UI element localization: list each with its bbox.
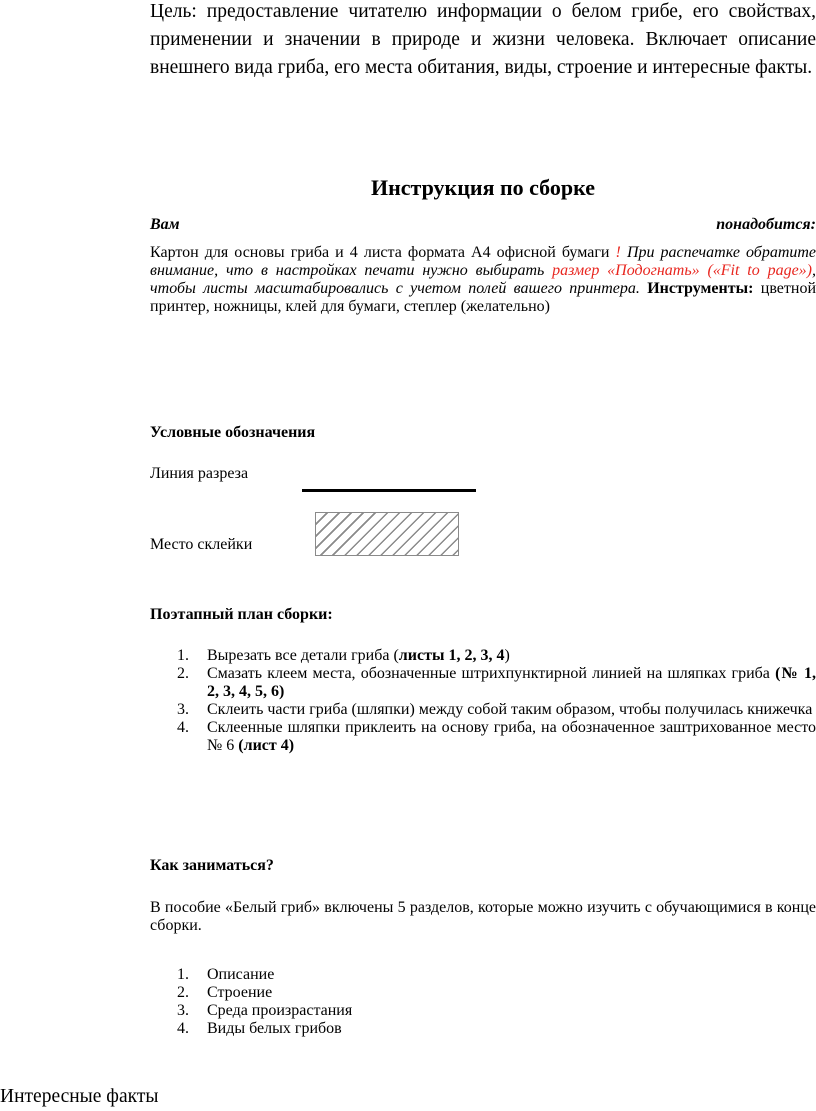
need-left: Вам: [150, 216, 180, 233]
list-item: 2. Смазать клеем места, обозначенные штрихпунктирной линией на шляпках гриба (№ 1, 2, 3, 4, 5, 6): [177, 665, 816, 700]
need-right: понадобится:: [716, 216, 816, 233]
study-title: Как заниматься?: [150, 857, 274, 874]
print-note-fit-to-page: размер «Подогнать» («Fit to page»): [552, 262, 813, 279]
glue-place-label: Место склейки: [150, 536, 253, 553]
study-paragraph: В пособие «Белый гриб» включены 5 разделов, которые можно изучить с обучающимися в конце сборки.: [150, 899, 816, 934]
materials-paragraph: [150, 244, 816, 316]
exclaim-mark: !: [615, 244, 621, 261]
sections-list: [150, 966, 816, 1038]
cut-line-sample: [302, 489, 476, 492]
print-note-part2: , чтобы листы масштабировались с учетом полей вашего принтера.: [150, 262, 816, 297]
section-interesting-facts: Интересные факты: [0, 1086, 159, 1107]
list-item: 3. Склеить части гриба (шляпки) между собой таким образом, чтобы получилась книжечка: [177, 701, 813, 718]
list-item: 2. Строение: [177, 984, 273, 1001]
print-note-part1: При распечатке обратите внимание, что в настройках печати нужно выбирать: [150, 244, 816, 279]
materials-text: Картон для основы гриба и 4 листа формата А4 офисной бумаги: [150, 244, 610, 261]
legend-title: Условные обозначения: [150, 424, 316, 441]
cut-line-label: Линия разреза: [150, 465, 249, 482]
need-line: [150, 216, 816, 234]
list-item: 1. Описание: [177, 966, 275, 983]
list-item: 4. Виды белых грибов: [177, 1020, 342, 1037]
list-item: 1. Вырезать все детали гриба (листы 1, 2, 3, 4): [177, 647, 510, 664]
assembly-title: Инструкция по сборке: [370, 175, 596, 200]
list-item: 3. Среда произрастания: [177, 1002, 353, 1019]
tools-label: Инструменты:: [647, 280, 754, 297]
plan-title: Поэтапный план сборки:: [150, 606, 333, 623]
list-item: 4. Склеенные шляпки приклеить на основу гриба, на обозначенное заштрихованное место № 6 (лист 4): [177, 719, 816, 754]
plan-steps: [150, 647, 816, 755]
intro-paragraph: Цель: предоставление читателю информации о белом грибе, его свойствах, применении и значении в природе и жизни человека. Включает описание внешнего вида гриба, его места обитания, виды, строение и интересные факты.: [150, 1, 816, 78]
glue-place-hatch-sample: [315, 512, 459, 556]
tools-text: цветной принтер, ножницы, клей для бумаги, степлер (желательно): [150, 280, 816, 315]
